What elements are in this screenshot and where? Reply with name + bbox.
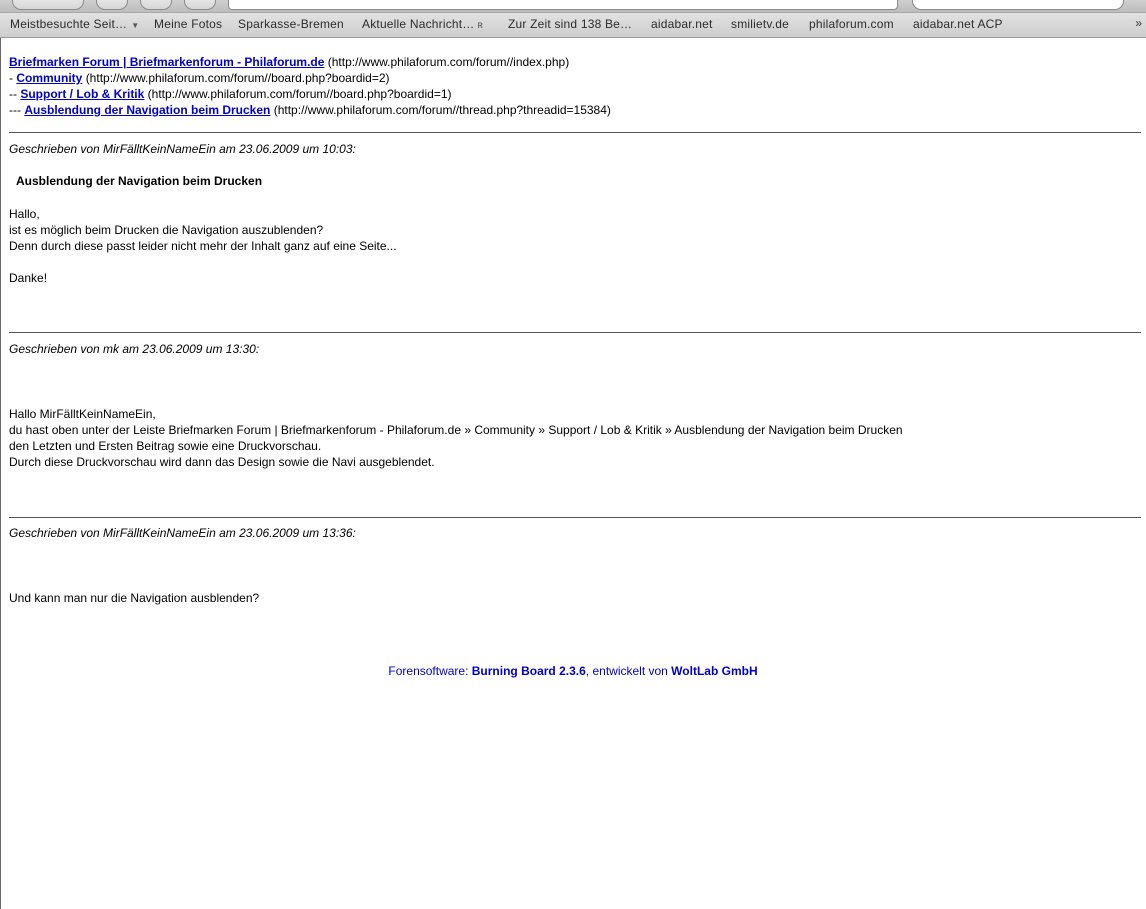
footer (0, 664, 1146, 678)
more-bookmarks-icon[interactable]: » (1135, 16, 1142, 30)
breadcrumb-item (9, 102, 1141, 118)
post-body: Und kann man nur die Navigation ausblenden? (9, 591, 260, 605)
post-meta: Geschrieben von mk am 23.06.2009 um 13:30: (9, 342, 260, 356)
home-button[interactable] (184, 0, 216, 10)
bookmark-nachrichten[interactable]: Aktuelle Nachricht… ʀ (362, 17, 484, 31)
bookmark-meistbesuchte[interactable]: Meistbesuchte Seit… ▼ (10, 17, 140, 31)
breadcrumb-item (9, 70, 1141, 86)
breadcrumb-link-home[interactable]: Briefmarken Forum | Briefmarkenforum - Philaforum.de (9, 55, 325, 69)
breadcrumb-item (9, 54, 1141, 70)
reload-button[interactable] (96, 0, 128, 10)
bookmark-philaforum[interactable]: philaforum.com (809, 17, 894, 31)
footer-middle: , entwickelt von (585, 664, 672, 678)
breadcrumb-url: (http://www.philaforum.com/forum//thread.php?threadid=15384) (273, 103, 611, 117)
footer-company-link[interactable]: WoltLab GmbH (671, 664, 758, 678)
stop-button[interactable] (140, 0, 172, 10)
breadcrumb-url: (http://www.philaforum.com/forum//board.php?boardid=2) (85, 71, 390, 85)
breadcrumb-link-community[interactable]: Community (16, 71, 83, 85)
post-body: Hallo MirFälltKeinNameEin, du hast oben unter der Leiste Briefmarken Forum | Briefmarkenforum - Philaforum.de » Community » Support / Lob & Kritik » Ausblendung der Navigation beim Drucken den Letzten und Ersten Beitrag sowie eine Druckvorschau. Durch diese Druckvorschau wird dann das Design sowie die Navi ausgeblendet. (9, 407, 903, 469)
bookmark-meine-fotos[interactable]: Meine Fotos (154, 17, 223, 31)
bookmark-aidabar[interactable]: aidabar.net (651, 17, 713, 31)
rss-icon: ʀ (477, 20, 484, 31)
post-title: Ausblendung der Navigation beim Drucken (16, 174, 263, 188)
post-divider (9, 517, 1141, 518)
breadcrumb-url: (http://www.philaforum.com/forum//index.php) (327, 55, 570, 69)
url-field[interactable] (228, 0, 898, 10)
bookmark-smilietv[interactable]: smilietv.de (731, 17, 789, 31)
post-divider (9, 132, 1141, 133)
post-divider (9, 332, 1141, 333)
footer-software-link[interactable]: Burning Board 2.3.6 (471, 664, 586, 678)
browser-toolbar (0, 0, 1146, 13)
bookmarks-bar (0, 13, 1146, 38)
bookmark-sparkasse[interactable]: Sparkasse-Bremen (238, 17, 344, 31)
breadcrumb-prefix: - (9, 71, 17, 85)
window-edge (0, 38, 1, 909)
chevron-down-icon: ▼ (131, 21, 140, 30)
breadcrumb-link-thread[interactable]: Ausblendung der Navigation beim Drucken (24, 103, 271, 117)
bookmark-aidabar-acp[interactable]: aidabar.net ACP (913, 17, 1003, 31)
back-forward-button[interactable] (12, 0, 84, 10)
post-meta: Geschrieben von MirFälltKeinNameEin am 23.06.2009 um 13:36: (9, 526, 356, 540)
breadcrumb-url: (http://www.philaforum.com/forum//board.php?boardid=1) (147, 87, 452, 101)
post-body: Hallo, ist es möglich beim Drucken die Navigation auszublenden? Denn durch diese passt leider nicht mehr der Inhalt ganz auf eine Seite... Danke! (9, 207, 397, 285)
post-meta: Geschrieben von MirFälltKeinNameEin am 23.06.2009 um 10:03: (9, 142, 356, 156)
breadcrumb-link-support[interactable]: Support / Lob & Kritik (20, 87, 145, 101)
breadcrumb-prefix: --- (9, 103, 25, 117)
bookmark-zur-zeit[interactable]: Zur Zeit sind 138 Be… (508, 17, 633, 31)
search-field[interactable] (912, 0, 1124, 10)
breadcrumb (9, 54, 1141, 118)
breadcrumb-prefix: -- (9, 87, 21, 101)
breadcrumb-item (9, 86, 1141, 102)
footer-prefix: Forensoftware: (388, 664, 472, 678)
